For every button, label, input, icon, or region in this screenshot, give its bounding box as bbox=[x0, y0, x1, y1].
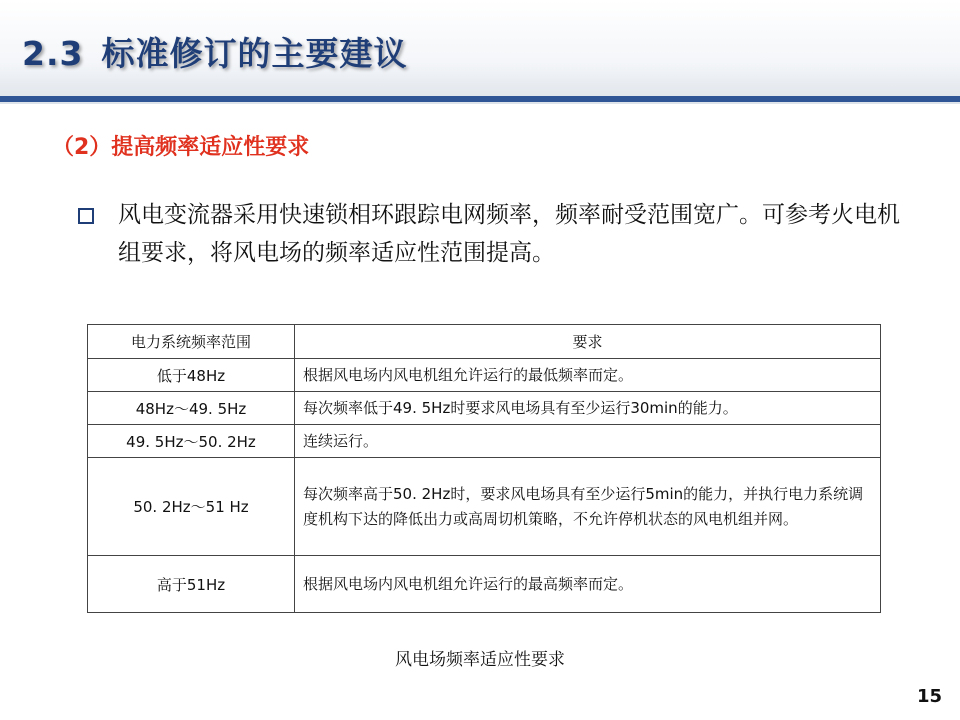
header-frequency-range: 电力系统频率范围 bbox=[88, 325, 295, 359]
table-row bbox=[88, 458, 881, 556]
range-cell: 48Hz～49. 5Hz bbox=[88, 392, 295, 425]
range-cell: 50. 2Hz～51 Hz bbox=[88, 458, 295, 556]
table-row bbox=[88, 392, 881, 425]
requirement-cell: 每次频率低于49. 5Hz时要求风电场具有至少运行30min的能力。 bbox=[295, 392, 881, 425]
range-cell: 低于48Hz bbox=[88, 359, 295, 392]
requirement-cell: 根据风电场内风电机组允许运行的最低频率而定。 bbox=[295, 359, 881, 392]
table-header-row bbox=[88, 325, 881, 359]
range-cell: 49. 5Hz～50. 2Hz bbox=[88, 425, 295, 458]
table-row bbox=[88, 425, 881, 458]
table-row bbox=[88, 556, 881, 613]
slide-title bbox=[22, 28, 407, 75]
requirement-cell: 根据风电场内风电机组允许运行的最高频率而定。 bbox=[295, 556, 881, 613]
slide-header bbox=[0, 0, 960, 104]
hollow-square-bullet-icon bbox=[78, 208, 94, 224]
header-divider bbox=[0, 96, 960, 102]
table-caption: 风电场频率适应性要求 bbox=[395, 650, 565, 670]
bullet-text: 风电变流器采用快速锁相环跟踪电网频率，频率耐受范围宽广。可参考火电机组要求，将风电场的频率适应性范围提高。 bbox=[118, 202, 900, 266]
requirement-cell: 每次频率高于50. 2Hz时，要求风电场具有至少运行5min的能力，并执行电力系统调度机构下达的降低出力或高周切机策略，不允许停机状态的风电机组并网。 bbox=[295, 458, 881, 556]
section-title: 标准修订的主要建议 bbox=[101, 34, 408, 73]
subheading: （2）提高频率适应性要求 bbox=[52, 135, 310, 160]
requirement-cell: 连续运行。 bbox=[295, 425, 881, 458]
page-number: 15 bbox=[916, 686, 942, 707]
section-number: 2.3 bbox=[22, 34, 84, 73]
frequency-requirements-table bbox=[87, 324, 881, 613]
range-cell: 高于51Hz bbox=[88, 556, 295, 613]
table-row bbox=[88, 359, 881, 392]
header-requirement: 要求 bbox=[295, 325, 881, 359]
